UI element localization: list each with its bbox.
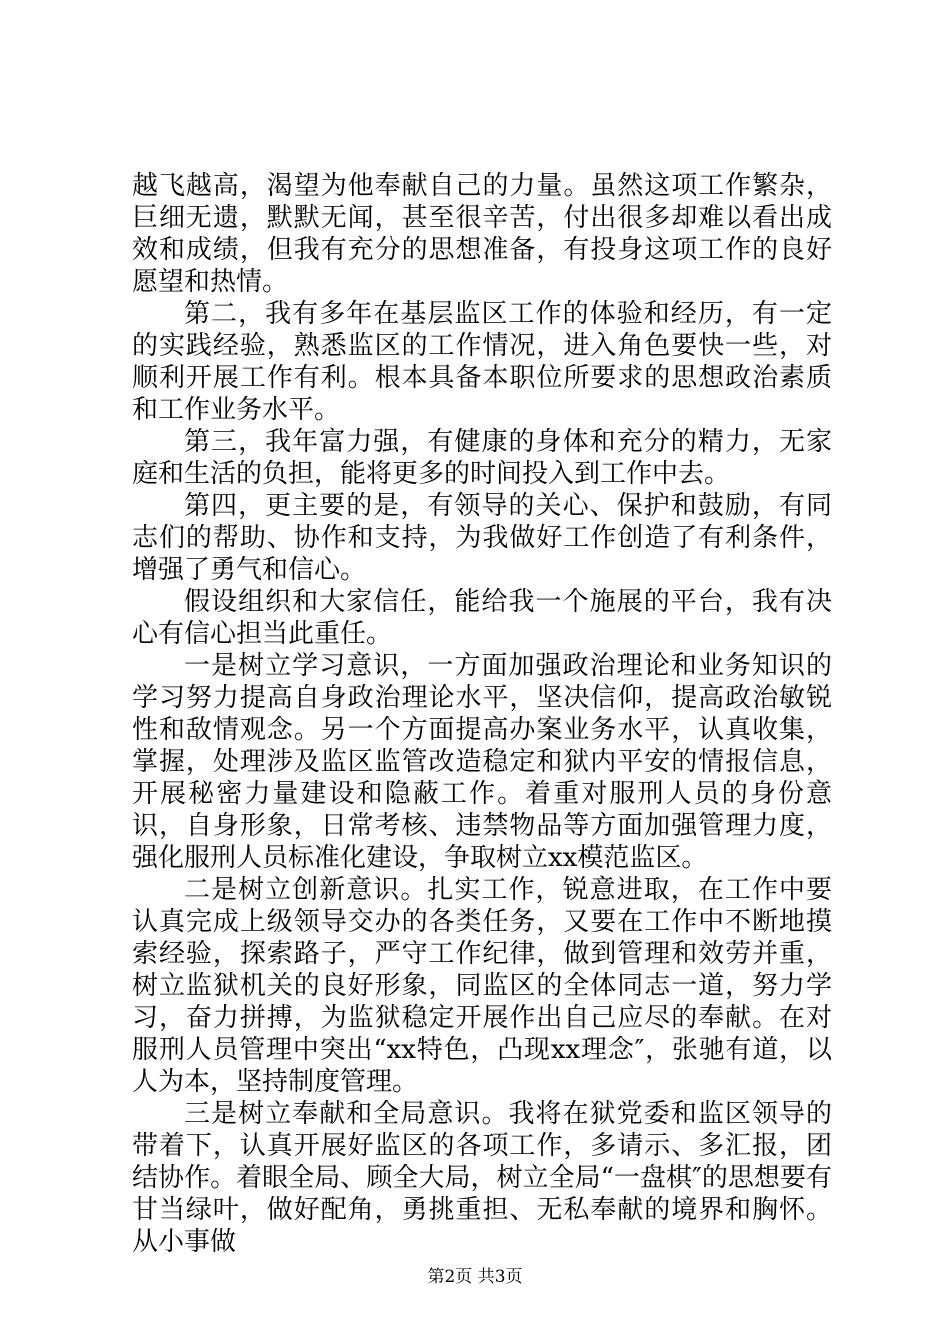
paragraph-dedication-awareness: 三是树立奉献和全局意识。我将在狱党委和监区领导的带着下，认真开展好监区的各项工作，多请示、多汇报，团结协作。着眼全局、顾全大局，树立全局“一盘棋″的思想要有甘当绿叶，做好配角，勇挑重担、无私奉献的境界和胸怀。从小事做	[132, 1099, 832, 1257]
paragraph-learning-awareness: 一是树立学习意识，一方面加强政治理论和业务知识的学习努力提高自身政治理论水平，坚决信仰，提高政治敏锐性和敌情观念。另一个方面提高办案业务水平，认真收集，掌握，处理涉及监区监管改造稳定和狱内平安的情报信息，开展秘密力量建设和隐蔽工作。着重对服刑人员的身份意识，自身形象，日常考核、违禁物品等方面加强管理力度，强化服刑人员标准化建设，争取树立xx模范监区。	[132, 651, 832, 873]
document-body	[132, 170, 832, 1258]
paragraph-innovation-awareness: 二是树立创新意识。扎实工作，锐意进取，在工作中要认真完成上级领导交办的各类任务，又要在工作中不断地摸索经验，探索路子，严守工作纪律，做到管理和效劳并重，树立监狱机关的良好形象，同监区的全体同志一道，努力学习，奋力拼搏，为监狱稳定开展作出自己应尽的奉献。在对服刑人员管理中突出“xx特色，凸现xx理念″，张驰有道，以人为本，坚持制度管理。	[132, 875, 832, 1097]
paragraph-continuation: 越飞越高，渴望为他奉献自己的力量。虽然这项工作繁杂，巨细无遗，默默无闻，甚至很辛苦，付出很多却难以看出成效和成绩，但我有充分的思想准备，有投身这项工作的良好愿望和热情。	[132, 171, 832, 297]
paragraph-commitment: 假设组织和大家信任，能给我一个施展的平台，我有决心有信心担当此重任。	[132, 587, 832, 649]
paragraph-fourth-point: 第四，更主要的是，有领导的关心、保护和鼓励，有同志们的帮助、协作和支持，为我做好工作创造了有利条件，增强了勇气和信心。	[132, 491, 832, 585]
paragraph-second-point: 第二，我有多年在基层监区工作的体验和经历，有一定的实践经验，熟悉监区的工作情况，进入角色要快一些，对顺利开展工作有利。根本具备本职位所要求的思想政治素质和工作业务水平。	[132, 299, 832, 425]
paragraph-third-point: 第三，我年富力强，有健康的身体和充分的精力，无家庭和生活的负担，能将更多的时间投入到工作中去。	[132, 427, 832, 489]
page-footer: 第2页 共3页	[427, 1267, 523, 1287]
